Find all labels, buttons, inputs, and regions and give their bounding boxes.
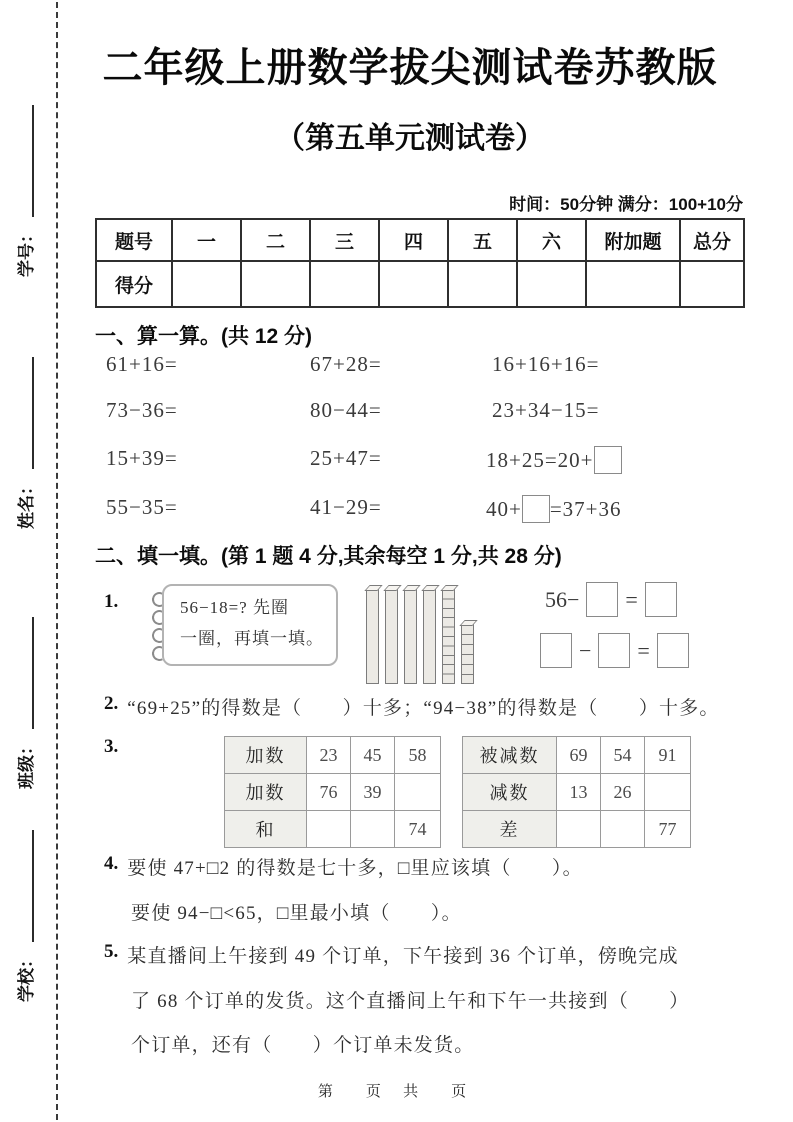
table-cell: 91	[645, 737, 691, 774]
problem1-number: 1.	[104, 591, 119, 612]
problem5-line1	[104, 941, 679, 968]
ones-rod	[461, 624, 474, 684]
table-row	[225, 811, 441, 848]
score-header-1: 一	[172, 219, 241, 261]
section2-heading: 二、填一填。(第 1 题 4 分,其余每空 1 分,共 28 分)	[95, 545, 562, 568]
problem3-number: 3.	[104, 736, 119, 757]
score-cell[interactable]	[586, 261, 680, 307]
score-cell[interactable]	[379, 261, 448, 307]
answer-box[interactable]	[540, 633, 572, 668]
problem5-number: 5.	[104, 941, 119, 962]
score-header-6: 六	[517, 219, 586, 261]
score-cell[interactable]	[448, 261, 517, 307]
ten-rod-segmented	[442, 589, 455, 684]
margin-field-class	[13, 599, 37, 789]
time-score-meta: 时间：50分钟 满分：100+10分	[509, 195, 743, 214]
score-header-extra: 附加题	[586, 219, 680, 261]
score-header-4: 四	[379, 219, 448, 261]
table-cell: 39	[351, 774, 395, 811]
table-cell: 58	[395, 737, 441, 774]
table-cell-empty[interactable]	[557, 811, 601, 848]
equals-sign: =	[637, 637, 650, 663]
table-row	[463, 737, 691, 774]
score-cell[interactable]	[517, 261, 586, 307]
table-cell: 69	[557, 737, 601, 774]
table-cell-empty[interactable]	[307, 811, 351, 848]
score-table	[95, 218, 745, 308]
problem5-text-line3: 个订单，还有（ ）个订单未发货。	[131, 1035, 475, 1056]
name-label: 姓名：	[17, 478, 36, 529]
answer-box[interactable]	[586, 582, 618, 617]
equation: 41−29=	[310, 495, 382, 519]
student-id-label: 学号：	[17, 226, 36, 277]
cut-dashed-line	[56, 2, 58, 1120]
problem4-line1	[104, 853, 583, 880]
problem5-text-line1: 某直播间上午接到 49 个订单，下午接到 36 个订单，傍晚完成	[127, 946, 679, 967]
row-header: 差	[463, 811, 557, 848]
student-id-fill-line[interactable]	[32, 105, 34, 217]
addition-table	[224, 736, 441, 848]
equation: 61+16=	[106, 352, 178, 376]
school-label: 学校：	[17, 951, 36, 1002]
name-fill-line[interactable]	[32, 357, 34, 469]
page-title: 二年级上册数学拔尖测试卷苏教版	[102, 46, 718, 90]
score-cell[interactable]	[310, 261, 379, 307]
ten-rod-plain	[404, 589, 417, 684]
card-text-line1: 56−18=? 先圈	[180, 598, 289, 617]
answer-box[interactable]	[657, 633, 689, 668]
problem2-number: 2.	[104, 693, 119, 714]
equation-with-box	[486, 446, 622, 474]
class-label: 班级：	[17, 738, 36, 789]
base-ten-blocks	[366, 584, 474, 684]
score-cell[interactable]	[241, 261, 310, 307]
table-cell: 54	[601, 737, 645, 774]
margin-field-school	[13, 812, 37, 1002]
table-cell: 74	[395, 811, 441, 848]
table-cell-empty[interactable]	[601, 811, 645, 848]
ten-rod-plain	[366, 589, 379, 684]
table-cell: 77	[645, 811, 691, 848]
score-row-label: 得分	[96, 261, 172, 307]
answer-box[interactable]	[522, 495, 550, 523]
table-row	[463, 774, 691, 811]
subtraction-table	[462, 736, 691, 848]
margin-field-student-id	[13, 87, 37, 277]
equation-with-box	[486, 495, 622, 523]
equation: 67+28=	[310, 352, 382, 376]
page-footer: 第 页 共 页	[317, 1083, 476, 1100]
ten-rod-plain	[423, 589, 436, 684]
minus-sign: −	[579, 637, 592, 663]
table-cell: 76	[307, 774, 351, 811]
table-cell-empty[interactable]	[395, 774, 441, 811]
table-cell-empty[interactable]	[351, 811, 395, 848]
problem4-text-line1: 要使 47+□2 的得数是七十多，□里应该填（ ）。	[127, 858, 583, 879]
score-header-tihao: 题号	[96, 219, 172, 261]
equals-sign: =	[625, 586, 638, 612]
score-header-3: 三	[310, 219, 379, 261]
equation-text: 40+	[486, 497, 522, 521]
instruction-card	[162, 584, 338, 666]
problem2-text: “69+25”的得数是（ ）十多；“94−38”的得数是（ ）十多。	[127, 698, 720, 719]
section1-heading: 一、算一算。(共 12 分)	[95, 325, 313, 348]
table-cell: 13	[557, 774, 601, 811]
table-cell: 23	[307, 737, 351, 774]
table-cell: 45	[351, 737, 395, 774]
score-cell[interactable]	[680, 261, 744, 307]
equation: 15+39=	[106, 446, 178, 470]
score-cell[interactable]	[172, 261, 241, 307]
table-row	[463, 811, 691, 848]
equation: 23+34−15=	[492, 398, 600, 422]
problem1-answer-row1	[545, 582, 677, 617]
problem5-line2	[131, 986, 690, 1013]
problem4-number: 4.	[104, 853, 119, 874]
score-header-2: 二	[241, 219, 310, 261]
score-table-score-row	[96, 261, 744, 307]
problem1-answer-row2	[540, 633, 689, 668]
card-text-line2: 一圈，再填一填。	[180, 629, 324, 649]
problem2	[104, 693, 720, 720]
ten-rod-plain	[385, 589, 398, 684]
problem4-text-line2: 要使 94−□<65，□里最小填（ ）。	[131, 903, 462, 924]
score-table-header-row	[96, 219, 744, 261]
row-header: 减数	[463, 774, 557, 811]
table-row	[225, 737, 441, 774]
answer-box[interactable]	[645, 582, 677, 617]
score-header-5: 五	[448, 219, 517, 261]
row-header: 加数	[225, 774, 307, 811]
score-header-total: 总分	[680, 219, 744, 261]
equation-text: =37+36	[549, 497, 622, 521]
table-row	[225, 774, 441, 811]
equation-text: 18+25=20+	[486, 448, 594, 472]
problem4-line2	[131, 898, 462, 925]
equation: 73−36=	[106, 398, 178, 422]
page-subtitle: （第五单元测试卷）	[275, 122, 545, 155]
equation: 55−35=	[106, 495, 178, 519]
school-fill-line[interactable]	[32, 830, 34, 942]
class-fill-line[interactable]	[32, 617, 34, 729]
row-header: 被减数	[463, 737, 557, 774]
problem5-line3	[131, 1030, 474, 1057]
margin-field-name	[13, 339, 37, 529]
row-header: 和	[225, 811, 307, 848]
equation: 16+16+16=	[492, 352, 600, 376]
problem5-text-line2: 了 68 个订单的发货。这个直播间上午和下午一共接到（ ）	[131, 991, 690, 1012]
row-header: 加数	[225, 737, 307, 774]
answer-box[interactable]	[594, 446, 622, 474]
table-cell: 26	[601, 774, 645, 811]
equation: 80−44=	[310, 398, 382, 422]
answer-box[interactable]	[598, 633, 630, 668]
equation-text: 56−	[545, 586, 580, 612]
table-cell-empty[interactable]	[645, 774, 691, 811]
equation: 25+47=	[310, 446, 382, 470]
